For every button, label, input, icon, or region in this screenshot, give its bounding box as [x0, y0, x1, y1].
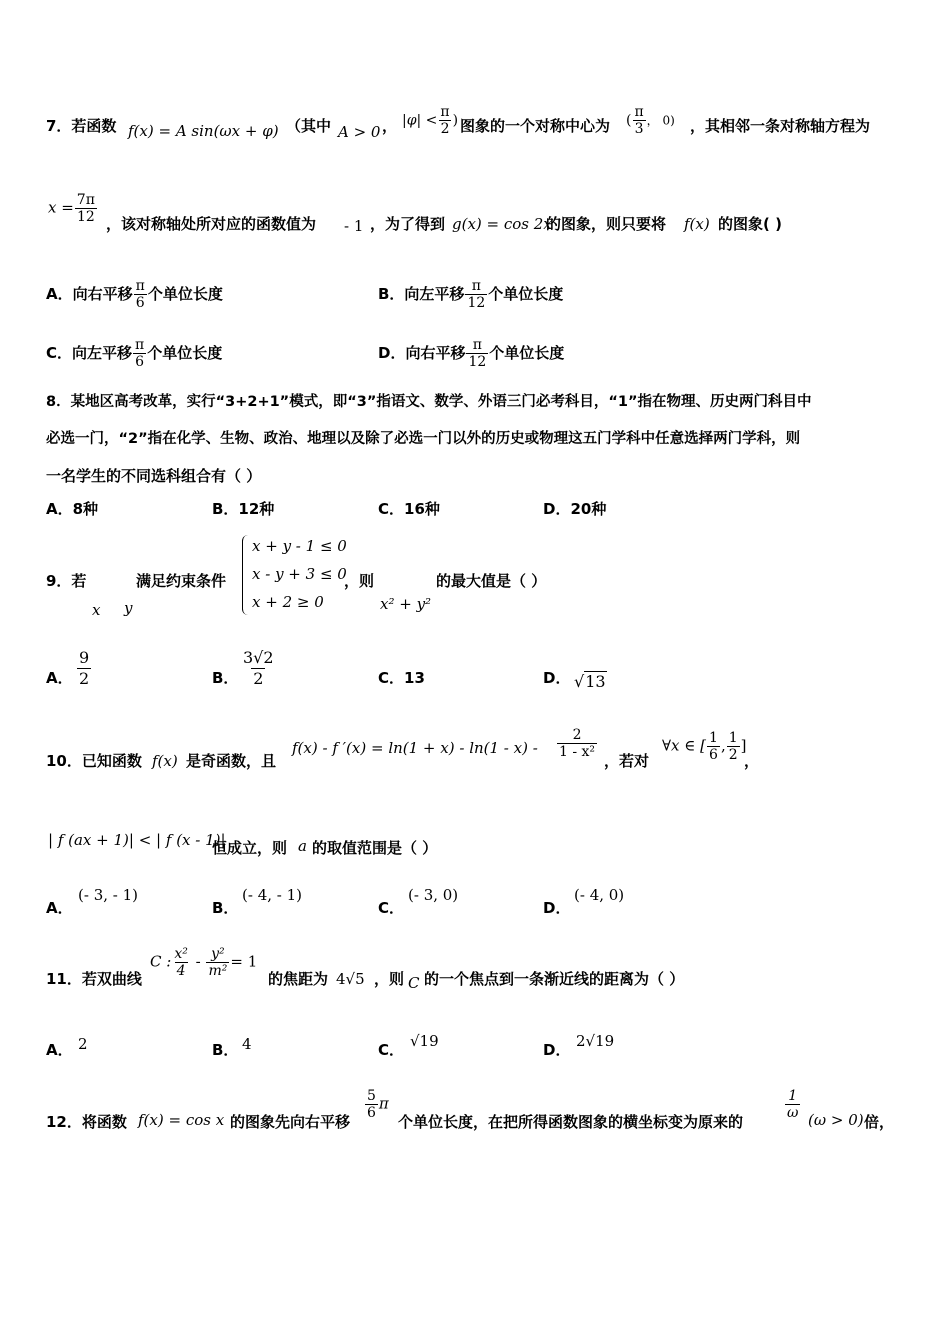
q10-option-d: D．: [543, 899, 571, 917]
q7-g-function: g(x) = cos 2x: [452, 215, 552, 233]
q7-text-4: ，该对称轴处所对应的函数值为: [106, 215, 317, 233]
q10-inequality: | f (ax + 1)| < | f (x - 1)|: [48, 831, 226, 849]
q9-constraint-2: x - y + 3 ≤ 0: [252, 565, 347, 583]
q10-option-c: C．: [378, 899, 405, 917]
q9-option-c: C．13: [378, 669, 425, 687]
q9-brace: [242, 535, 249, 615]
q8-line-1: 8．某地区高考改革，实行“3+2+1”模式，即“3”指语文、数学、外语三门必考科目，“1”指在物理、历史两门科目中: [46, 394, 812, 410]
q10-text-4: 恒成立，则: [212, 839, 288, 857]
q12-text-2: 个单位长度，在把所得函数图象的横坐标变为原来的: [398, 1113, 744, 1131]
q7-number: 7．若函数: [46, 117, 117, 135]
q7-cond-a: A > 0: [338, 123, 381, 141]
q7-text-5: ，为了得到: [370, 215, 446, 233]
q9-option-d-value: √13: [574, 672, 606, 691]
q10-option-d-value: (- 4, 0): [574, 886, 625, 904]
q11-option-d: D．: [543, 1041, 571, 1059]
q9-objective: x² + y²: [380, 595, 432, 613]
q11-option-b: B．: [212, 1041, 239, 1059]
q8-option-a: A．8种: [46, 500, 99, 518]
q11-option-a-value: 2: [78, 1035, 88, 1053]
q9-option-b-value: $\frac{3√2}{2}$: [243, 648, 274, 688]
q9-option-a: A．: [46, 669, 73, 687]
q12-number: 12．将函数: [46, 1113, 127, 1131]
q11-text-2: ，则: [374, 970, 405, 988]
q11-option-b-value: 4: [242, 1035, 252, 1053]
q12-text-3: 倍，: [864, 1113, 895, 1131]
q7-text-1: （其中: [286, 117, 332, 135]
q12-text-1: 的图象先向右平移: [230, 1113, 351, 1131]
q11-option-c-value: √19: [410, 1032, 439, 1050]
q10-option-a-value: (- 3, - 1): [78, 886, 138, 904]
q10-equation: f(x) - f ′(x) = ln(1 + x) - ln(1 - x) -: [292, 739, 538, 757]
q7-function: f(x) = A sin(ωx + φ): [128, 122, 279, 140]
q10-option-a: A．: [46, 899, 73, 917]
q11-option-d-value: 2√19: [576, 1032, 615, 1050]
q7-center: ( $\frac{\pi}{3}$ ， 0): [626, 104, 675, 137]
q12-scale: $\frac{1}{\omega}$: [787, 1088, 799, 1121]
q8-option-b: B．12种: [212, 500, 275, 518]
q7-option-c: C．向左平移 $\frac{\pi}{6}$ 个单位长度: [46, 337, 223, 370]
q12-function: f(x) = cos x: [138, 1111, 225, 1129]
q11-text-1: 的焦距为: [268, 970, 329, 988]
q7-f: f(x): [684, 215, 710, 233]
q10-option-c-value: (- 3, 0): [408, 886, 459, 904]
q9-var-x: x: [92, 601, 101, 619]
q12-shift: $\frac{5}{6}$ π: [367, 1088, 389, 1121]
q8-line-2: 必选一门，“2”指在化学、生物、政治、地理以及除了必选一门以外的历史或物理这五门学科中任意选择两门学科，则: [46, 431, 801, 447]
q12-cond: (ω > 0): [808, 1111, 864, 1129]
q11-c: C: [408, 974, 420, 992]
q9-constraint-1: x + y - 1 ≤ 0: [252, 537, 347, 555]
q7-text-6: 的图象，则只要将: [546, 215, 667, 233]
q9-var-y: y: [124, 599, 133, 617]
q11-number: 11．若双曲线: [46, 970, 142, 988]
q11-text-3: 的一个焦点到一条渐近线的距离为（ ）: [424, 970, 685, 988]
q10-a: a: [298, 837, 307, 855]
q7-option-d: D．向右平移 $\frac{\pi}{12}$ 个单位长度: [378, 337, 565, 370]
q7-text-7: 的图象( ): [718, 215, 782, 233]
q9-text-2: ，则: [344, 572, 375, 590]
q7-comma: ，: [382, 117, 398, 135]
q8-line-3: 一名学生的不同选科组合有（ ）: [46, 467, 262, 485]
q8-option-c: C．16种: [378, 500, 440, 518]
q7-text-2: 图象的一个对称中心为: [460, 117, 611, 135]
q7-value: - 1: [344, 217, 364, 235]
q7-text-3: ，其相邻一条对称轴方程为: [690, 117, 871, 135]
q10-text-1: 是奇函数，且: [186, 752, 277, 770]
q7-option-a: A．向右平移 $\frac{\pi}{6}$ 个单位长度: [46, 278, 223, 311]
q9-option-d: D．: [543, 669, 571, 687]
q10-option-b: B．: [212, 899, 239, 917]
q10-f: f(x): [152, 752, 178, 770]
q10-text-2: ，若对: [604, 752, 650, 770]
q10-text-5: 的取值范围是（ ）: [312, 839, 438, 857]
q8-option-d: D．20种: [543, 500, 607, 518]
q10-interval: ∀x ∈ [ $\frac{1}{6}$ , $\frac{1}{2}$ ]: [662, 730, 747, 763]
q10-text-3: ，: [744, 752, 760, 770]
q7-cond-phi: |φ| < $\frac{\pi}{2}$ ): [402, 104, 459, 137]
q9-text-3: 的最大值是（ ）: [436, 572, 547, 590]
q7-option-b: B．向左平移 $\frac{\pi}{12}$ 个单位长度: [378, 278, 564, 311]
q7-axis: x = $\frac{7\pi}{12}$: [48, 192, 95, 225]
q11-focal: 4√5: [336, 970, 365, 988]
q11-hyperbola: C : $\frac{\text{x²}}{4}$ - $\frac{\text{y²}}{\text{m²}}$ = 1: [150, 946, 258, 979]
q9-constraint-3: x + 2 ≥ 0: [252, 593, 324, 611]
q9-option-b: B．: [212, 669, 239, 687]
q10-fraction: $\frac{2}{\text{1 - x²}}$: [559, 727, 596, 760]
q11-option-a: A．: [46, 1041, 73, 1059]
q10-number: 10．已知函数: [46, 752, 142, 770]
q11-option-c: C．: [378, 1041, 405, 1059]
q9-text-1: 满足约束条件: [136, 572, 227, 590]
q9-option-a-value: $\frac{9}{2}$: [79, 648, 90, 688]
q9-number: 9．若: [46, 572, 87, 590]
q10-option-b-value: (- 4, - 1): [242, 886, 302, 904]
